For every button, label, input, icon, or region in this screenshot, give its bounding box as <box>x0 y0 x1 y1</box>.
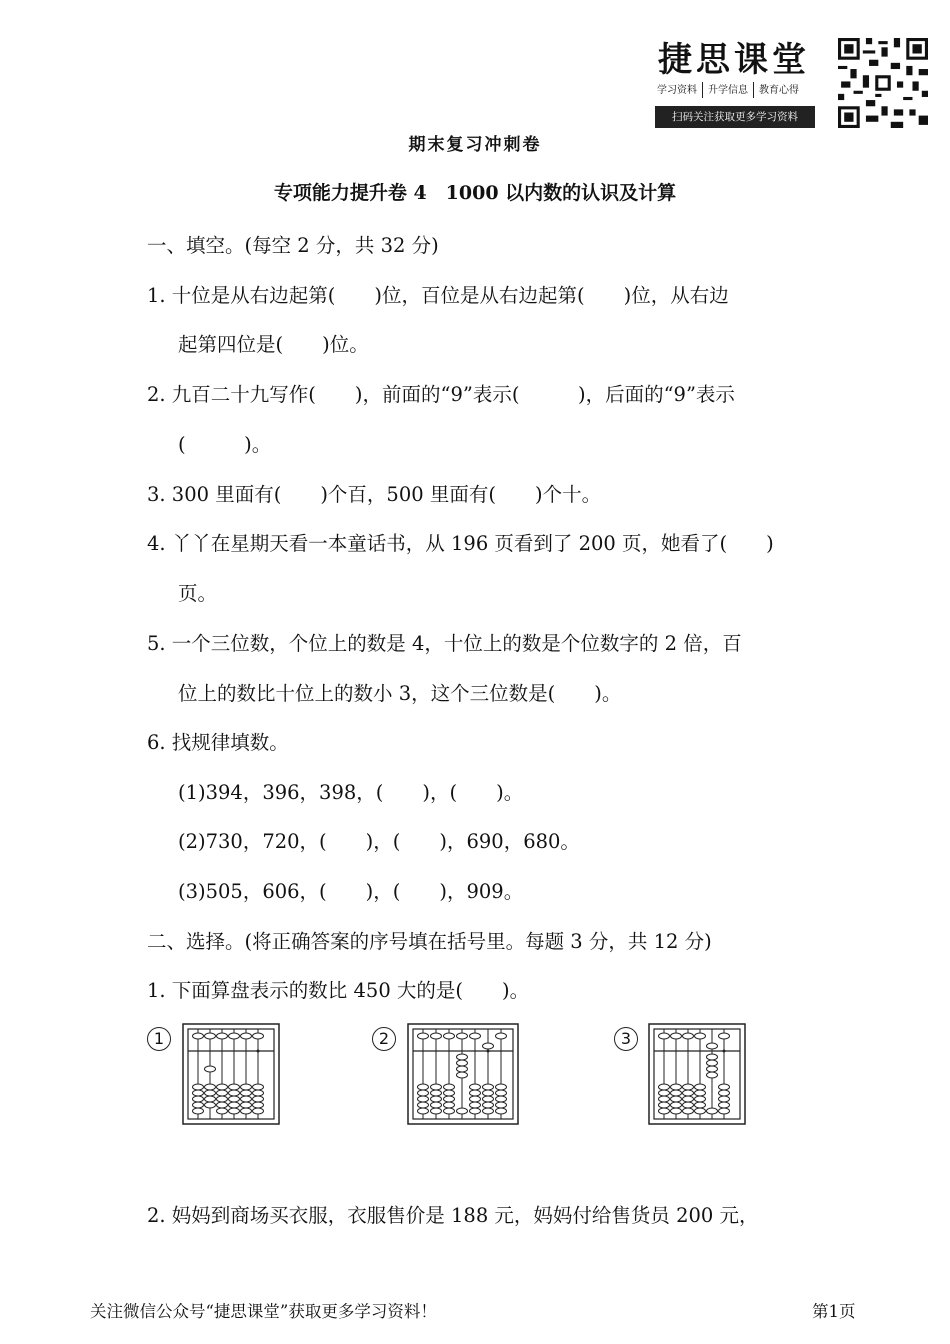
brand-tags <box>657 81 799 98</box>
q6-sub3: (3)505，606，( )，( )，909。 <box>178 880 524 903</box>
scan-banner: 扫码关注获取更多学习资料 <box>655 106 815 128</box>
section2-heading: 二、选择。(将正确答案的序号填在括号里。每题 3 分，共 12 分) <box>147 930 712 953</box>
q6-sub2: (2)730，720，( )，( )，690，680。 <box>178 830 580 853</box>
exam-title: 期末复习冲刺卷 <box>408 135 542 155</box>
footer-promo: 关注微信公众号“捷思课堂”获取更多学习资料！ <box>90 1302 437 1321</box>
q4-line2: 页。 <box>178 582 218 605</box>
q2-line2: ( )。 <box>178 433 272 456</box>
q4-line1: 4. 丫丫在星期天看一本童话书，从 196 页看到了 200 页，她看了( ) <box>147 532 774 555</box>
exam-subtitle: 专项能力提升卷 4 1000 以内数的认识及计算 <box>273 182 677 204</box>
option-3-label[interactable]: 3 <box>614 1027 638 1051</box>
qr-code-icon[interactable] <box>838 38 928 128</box>
q6-line: 6. 找规律填数。 <box>147 731 289 754</box>
page-number: 第1页 <box>812 1302 856 1321</box>
q3-line: 3. 300 里面有( )个百，500 里面有( )个十。 <box>147 483 602 506</box>
brand-tag-school: 升学信息 <box>708 85 748 96</box>
s2-q1-line: 1. 下面算盘表示的数比 450 大的是( )。 <box>147 979 530 1002</box>
q5-line2: 位上的数比十位上的数小 3，这个三位数是( )。 <box>178 682 622 705</box>
option-2-label[interactable]: 2 <box>372 1027 396 1051</box>
q5-line1: 5. 一个三位数，个位上的数是 4，十位上的数是个位数字的 2 倍，百 <box>147 632 742 655</box>
q1-line2: 起第四位是( )位。 <box>178 333 369 356</box>
brand-tag-edu: 教育心得 <box>759 85 799 96</box>
q6-sub1: (1)394，396，398，( )，( )。 <box>178 781 524 804</box>
abacus-3 <box>648 1023 746 1125</box>
q2-line1: 2. 九百二十九写作( )，前面的“9”表示( )，后面的“9”表示 <box>147 383 735 406</box>
q1-line1: 1. 十位是从右边起第( )位，百位是从右边起第( )位，从右边 <box>147 284 729 307</box>
s2-q2-line: 2. 妈妈到商场买衣服，衣服售价是 188 元，妈妈付给售货员 200 元， <box>147 1204 759 1227</box>
abacus-1 <box>182 1023 280 1125</box>
brand-name: 捷思课堂 <box>658 40 810 80</box>
brand-tag-study: 学习资料 <box>657 85 697 96</box>
section1-heading: 一、填空。(每空 2 分，共 32 分) <box>147 234 439 257</box>
abacus-2 <box>407 1023 519 1125</box>
option-1-label[interactable]: 1 <box>147 1027 171 1051</box>
